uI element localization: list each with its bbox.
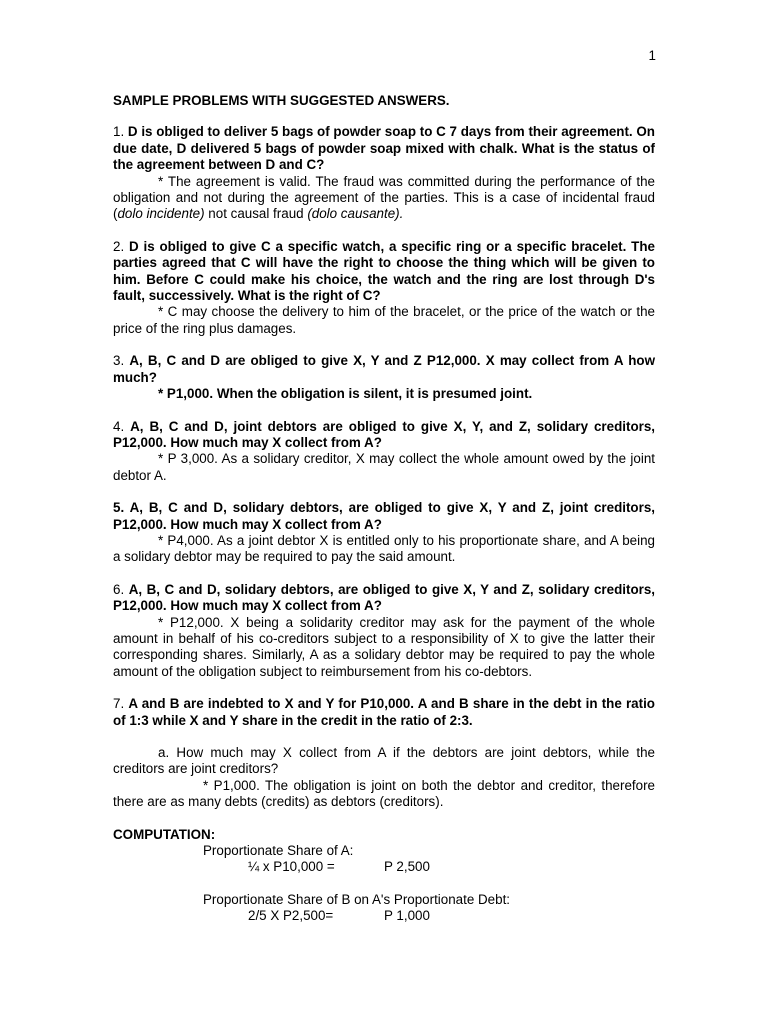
problem-1-answer: [113, 174, 655, 223]
answer-text: * P12,000. X being a solidarity creditor may ask for the payment of the whole amount in behalf of his co-creditors subject to a responsibility of X to give the latter their corresponding shares. Similarly, A as a solidary debtor may be required to pay the whole amount of the obligation subject to reimbursement from his co-debtors.: [113, 614, 655, 679]
problem-2: [113, 239, 655, 337]
problem-2-answer: [113, 304, 655, 337]
problem-4-question: [113, 419, 655, 452]
computation-result: P 2,500: [384, 859, 430, 875]
problem-4: [113, 419, 655, 485]
answer-italic-term: (dolo causante).: [307, 206, 404, 222]
problem-5-question: [113, 500, 655, 533]
answer-italic-term: dolo incidente): [117, 206, 205, 222]
question-text: 5. A, B, C and D, solidary debtors, are obliged to give X, Y and Z, joint creditors, P12,000. How much may X collect from A?: [113, 500, 655, 532]
answer-text: * P4,000. As a joint debtor X is entitled only to his proportionate share, and A being a solidary debtor may be required to pay the said amount.: [113, 532, 655, 565]
problem-1: [113, 124, 655, 222]
question-text: A, B, C and D, solidary debtors, are obliged to give X, Y and Z, solidary creditors, P12,000. How much may X collect from A?: [113, 581, 655, 614]
page-number: 1: [648, 48, 656, 63]
problem-7a-answer: [113, 778, 655, 811]
question-text: D is obliged to deliver 5 bags of powder soap to C 7 days from their agreement. On due date, D delivered 5 bags of powder soap mixed with chalk. What is the status of the agreement between D and C?: [113, 124, 655, 173]
computation-line: [113, 859, 655, 875]
question-text: A, B, C and D, joint debtors are obliged to give X, Y, and Z, solidary creditors, P12,000. How much may X collect from A?: [113, 418, 656, 450]
computation-result: P 1,000: [384, 908, 430, 924]
computation-heading: COMPUTATION:: [113, 826, 216, 842]
computation-line: [113, 843, 655, 859]
answer-text: * P 3,000. As a solidary creditor, X may collect the whole amount owed by the joint debtor A.: [113, 451, 655, 483]
answer-text: * The agreement is valid. The fraud was committed during the performance of the obligation and not during the agreement of the parties. This is a case of incidental fraud (: [113, 173, 655, 222]
problem-7-question: [113, 696, 655, 729]
answer-text: not causal fraud: [204, 206, 308, 222]
problem-2-question: [113, 239, 655, 305]
problem-3-question: [113, 353, 655, 386]
problem-3-answer: [113, 386, 655, 402]
problem-5: [113, 500, 655, 566]
problem-number: 6.: [113, 581, 129, 597]
document-body: [113, 93, 655, 925]
problem-1-question: [113, 124, 655, 173]
problem-number: 4.: [113, 418, 131, 434]
computation-line: [113, 908, 655, 924]
problem-4-answer: [113, 451, 655, 484]
problem-6-question: [113, 582, 655, 615]
problem-number: 2.: [113, 238, 129, 254]
problem-6-answer: [113, 615, 655, 681]
problem-number: 1.: [113, 124, 128, 140]
problem-number: 7.: [113, 696, 129, 712]
question-text: A, B, C and D are obliged to give X, Y and Z P12,000. X may collect from A how much?: [113, 353, 655, 385]
problem-3: [113, 353, 655, 402]
computation-expression: 2/5 X P2,500=: [248, 908, 334, 924]
answer-text: * C may choose the delivery to him of the bracelet, or the price of the watch or the price of the ring plus damages.: [113, 304, 655, 336]
problem-6: [113, 582, 655, 680]
problem-7a-question: [113, 745, 655, 778]
answer-text: * P1,000. The obligation is joint on both the debtor and creditor, therefore there are as many debts (credits) as debtors (creditors).: [113, 777, 655, 810]
problem-5-answer: [113, 533, 655, 566]
computation-expression: ¼ x P10,000 =: [248, 859, 335, 875]
computation-label: Proportionate Share of A:: [203, 843, 354, 859]
sub-question-text: a. How much may X collect from A if the debtors are joint debtors, while the creditors are joint creditors?: [113, 745, 655, 777]
question-text: A and B are indebted to X and Y for P10,000. A and B share in the debt in the ratio of 1:3 while X and Y share in the credit in the ratio of 2:3.: [113, 696, 655, 728]
problem-7: [113, 696, 655, 810]
problem-number: 3.: [113, 353, 130, 369]
document-title: SAMPLE PROBLEMS WITH SUGGESTED ANSWERS.: [113, 93, 450, 108]
question-text: D is obliged to give C a specific watch, a specific ring or a specific bracelet. The parties agreed that C will have the right to choose the thing which will be given to him. Before C could make his choice, the watch and the ring are lost through D's fault, successively. What is the right of C?: [113, 238, 655, 304]
computation-label: Proportionate Share of B on A's Proportionate Debt:: [203, 891, 511, 907]
answer-text: * P1,000. When the obligation is silent, it is presumed joint.: [158, 386, 533, 402]
computation-line: [113, 892, 655, 908]
